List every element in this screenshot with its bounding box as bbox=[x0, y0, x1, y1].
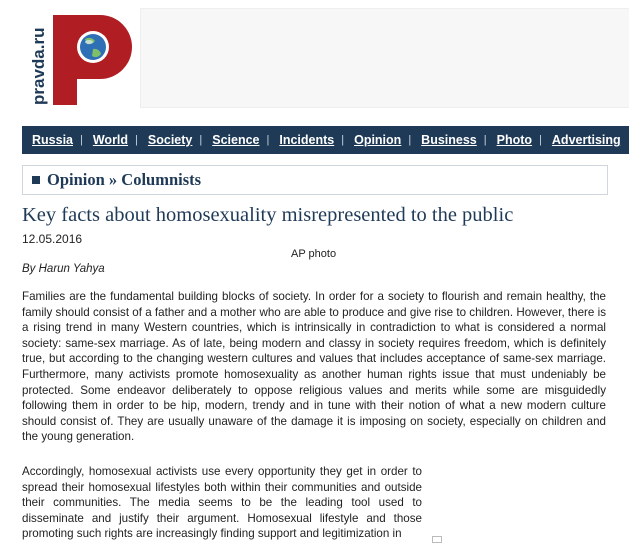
nav-item-opinion[interactable]: Opinion bbox=[354, 133, 402, 147]
article-title: Key facts about homosexuality misrepresented to the public bbox=[22, 204, 514, 226]
square-bullet-icon bbox=[32, 176, 40, 184]
article-date: 12.05.2016 bbox=[22, 232, 83, 246]
nav-item-society[interactable]: Society bbox=[147, 133, 193, 147]
breadcrumb-separator: » bbox=[108, 170, 118, 189]
nav-item-russia[interactable]: Russia bbox=[32, 133, 73, 147]
nav-separator: | bbox=[341, 134, 345, 146]
nav-separator: | bbox=[266, 134, 270, 146]
breadcrumb-subcategory-link[interactable]: Columnists bbox=[121, 170, 202, 189]
logo-wordmark: pravda.ru bbox=[29, 27, 48, 105]
nav-item-business[interactable]: Business bbox=[421, 133, 477, 147]
header-banner-area bbox=[140, 8, 629, 108]
photo-caption: AP photo bbox=[291, 248, 337, 260]
image-placeholder bbox=[432, 536, 442, 543]
nav-separator: | bbox=[135, 134, 138, 146]
section-breadcrumb bbox=[22, 165, 608, 195]
globe-icon bbox=[80, 34, 106, 60]
site-header bbox=[0, 0, 629, 118]
article-byline: By Harun Yahya bbox=[22, 263, 105, 275]
breadcrumb-label bbox=[47, 170, 201, 190]
nav-item-science[interactable]: Science bbox=[212, 133, 260, 147]
nav-separator: | bbox=[483, 134, 487, 146]
nav-item-incidents[interactable]: Incidents bbox=[279, 133, 335, 147]
main-navigation bbox=[22, 126, 629, 154]
article-paragraph: Accordingly, homosexual activists use every opportunity they get in order to spread their homosexual lifestyles both within their communities and outside their communities. The media seems to be the leading tool used to disseminate and justify their argument. Homosexual lifestyle and those promoting such rights are increasingly finding support and legitimization in bbox=[22, 465, 422, 541]
nav-item-photo[interactable]: Photo bbox=[496, 133, 533, 147]
article-paragraph: Families are the fundamental building blocks of society. In order for a society to flourish and remain healthy, the family should consist of a father and a mother who are able to produce and give rise to children. However, there is a rising trend in many Western countries, which is intrinsically in contradiction to what is considered a normal society: same-sex marriage. As of late, being modern and classy in society requires freedom, which is definitely true, but according to the changing western cultures and values that includes acceptance of same-sex marriage. Furthermore, many activists promote homosexuality as another human rights issue that must undeniably be protected. Some endeavor deliberately to oppose religious values and merits while some are misguidedly following them in order to be hip, modern, trendy and in tune with their notion of what a new modern culture should consist of. They are usually unaware of the damage it is imposing on society, especially on children and the young generation. bbox=[22, 290, 606, 444]
nav-item-advertising[interactable]: Advertising bbox=[551, 133, 621, 147]
nav-separator: | bbox=[80, 134, 83, 146]
pravda-logo[interactable] bbox=[27, 9, 137, 109]
nav-separator: | bbox=[539, 134, 542, 146]
nav-separator: | bbox=[199, 134, 203, 146]
nav-item-world[interactable]: World bbox=[92, 133, 129, 147]
breadcrumb-category-link[interactable]: Opinion bbox=[47, 170, 105, 189]
nav-separator: | bbox=[408, 134, 412, 146]
